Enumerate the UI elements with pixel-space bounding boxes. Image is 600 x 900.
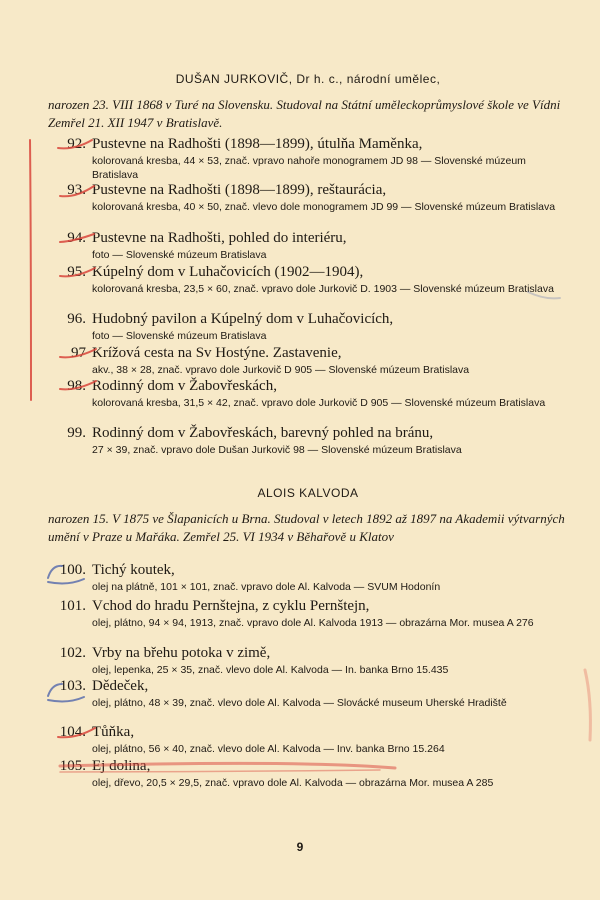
entry-number: 92. <box>67 136 86 152</box>
entry-details: kolorovaná kresba, 44 × 53, znač. vpravo nahoře monogramem JD 98 — Slovenské múzeum Bratislava <box>92 155 526 181</box>
entry-number: 105. <box>59 758 86 774</box>
entry-number: 98. <box>67 378 86 394</box>
entry-details: kolorovaná kresba, 31,5 × 42, znač. vpravo dole Jurkovič D 905 — Slovenské múzeum Bratislava <box>92 397 546 409</box>
entry-title: Ej dolina, <box>92 758 151 774</box>
entry-details: akv., 38 × 28, znač. vpravo dole Jurkovič D 905 — Slovenské múzeum Bratislava <box>92 364 470 376</box>
entry-number: 93. <box>67 182 86 198</box>
entry-title: Pustevne na Radhošti (1898—1899), reštaurácia, <box>92 182 387 198</box>
blue-underline-103 <box>48 697 84 701</box>
artist-name: DUŠAN JURKOVIČ, Dr h. c., národní umělec, <box>175 72 441 86</box>
entry-number: 99. <box>67 425 86 441</box>
entry-number: 94. <box>67 230 86 246</box>
artist-bio: narozen 23. VIII 1868 v Turé na Slovensku. Studoval na Státní uměleckoprůmyslové škole ve Vídni Zemřel 21. XII 1947 v Bratislavě. <box>48 97 561 130</box>
entry-title: Vchod do hradu Pernštejna, z cyklu Pernštejn, <box>92 598 370 614</box>
entry-title: Tůňka, <box>92 724 135 740</box>
entry-number: 95. <box>67 264 86 280</box>
entry-details: olej, plátno, 56 × 40, znač. vlevo dole Al. Kalvoda — Inv. banka Brno 15.264 <box>92 743 445 755</box>
entry-details: kolorovaná kresba, 40 × 50, znač. vlevo dole monogramem JD 99 — Slovenské múzeum Bratislava <box>92 201 556 213</box>
entry-details: foto — Slovenské múzeum Bratislava <box>92 330 267 342</box>
entry-title: Hudobný pavilon a Kúpelný dom v Luhačovicích, <box>92 311 394 327</box>
entry-details: olej na plátně, 101 × 101, znač. vpravo dole Al. Kalvoda — SVUM Hodonín <box>92 581 441 593</box>
page-number: 9 <box>296 840 304 854</box>
entry-number: 103. <box>59 678 86 694</box>
entry-number: 100. <box>59 562 86 578</box>
artist-name: ALOIS KALVODA <box>257 486 359 500</box>
entry-title: Rodinný dom v Žabovřeskách, barevný pohled na bránu, <box>92 425 434 441</box>
artist-block-kalvoda <box>48 486 568 546</box>
entry-number: 97 <box>71 345 86 361</box>
entry-details: kolorovaná kresba, 23,5 × 60, znač. vpravo dole Jurkovič D. 1903 — Slovenské múzeum Bratislava <box>92 283 554 295</box>
entry-number: 96. <box>67 311 86 327</box>
artist-block-jurkovic <box>48 72 568 132</box>
entry-number: 104. <box>59 724 86 740</box>
entry-number: 101. <box>59 598 86 614</box>
entry-title: Pustevne na Radhošti (1898—1899), útulňa Maměnka, <box>92 136 423 152</box>
entry-title: Pustevne na Radhošti, pohled do interiéru, <box>92 230 347 246</box>
artist-bio: narozen 15. V 1875 ve Šlapanicích u Brna. Studoval v letech 1892 až 1897 na Akademii výtvarných umění v Praze u Mařáka. Zemřel 25. VI 1934 v Běhařově u Klatov <box>48 511 565 544</box>
margin-line-mark <box>30 140 31 400</box>
entry-details: olej, plátno, 48 × 39, znač. vlevo dole Al. Kalvoda — Slovácké museum Uherské Hradiště <box>92 697 507 709</box>
entry-details: 27 × 39, znač. vpravo dole Dušan Jurkovič 98 — Slovenské múzeum Bratislava <box>92 444 462 456</box>
entry-details: olej, dřevo, 20,5 × 29,5, znač. vpravo dole Al. Kalvoda — obrazárna Mor. musea A 285 <box>92 777 494 789</box>
entry-title: Rodinný dom v Žabovřeskách, <box>92 378 277 394</box>
edge-red-mark <box>585 670 590 740</box>
entry-title: Krížová cesta na Sv Hostýne. Zastavenie, <box>92 345 342 361</box>
entry-title: Vrby na břehu potoka v zimě, <box>92 645 271 661</box>
entry-number: 102. <box>59 645 86 661</box>
blue-underline-100 <box>48 579 84 583</box>
entry-details: olej, lepenka, 25 × 35, znač. vlevo dole Al. Kalvoda — In. banka Brno 15.435 <box>92 664 449 676</box>
entry-title: Tichý koutek, <box>92 562 175 578</box>
entry-title: Kúpelný dom v Luhačovicích (1902—1904), <box>92 264 364 280</box>
entry-details: olej, plátno, 94 × 94, 1913, znač. vpravo dole Al. Kalvoda 1913 — obrazárna Mor. musea A 276 <box>92 617 534 629</box>
entry-title: Dědeček, <box>92 678 149 694</box>
entry-details: foto — Slovenské múzeum Bratislava <box>92 249 267 261</box>
